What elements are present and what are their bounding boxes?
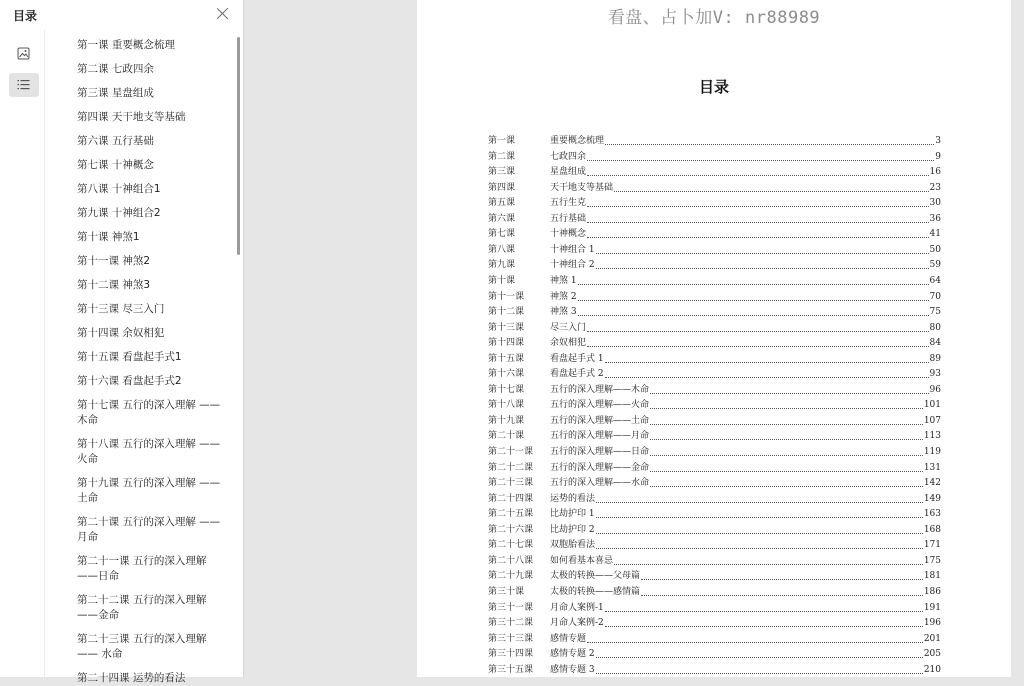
sidebar-item[interactable]: 第七课 十神概念 <box>77 159 154 171</box>
toc-entry <box>550 321 941 336</box>
list-icon <box>17 78 30 91</box>
toc-entry <box>550 445 941 460</box>
toc-title: 星盘组成 <box>550 167 587 178</box>
toc-title: 尽三入门 <box>550 322 587 333</box>
toc-title: 重要概念梳理 <box>550 136 605 146</box>
dot-leader <box>650 398 923 409</box>
toc-row[interactable] <box>488 554 941 569</box>
sidebar-scrollbar[interactable] <box>237 37 240 255</box>
sidebar-item[interactable]: 第九课 十神组合2 <box>77 207 161 219</box>
toc-title: 月命人案例-1 <box>550 602 604 613</box>
toc-lesson: 第二十课 <box>488 431 525 442</box>
toc-title: 十神概念 <box>550 229 587 240</box>
toc-title: 五行的深入理解——月命 <box>550 431 650 442</box>
toc-lesson: 第十九课 <box>488 415 525 426</box>
toc-page-number: 23 <box>929 182 941 193</box>
toc-row[interactable] <box>488 165 941 180</box>
toc-title: 如何看基本喜忌 <box>550 555 614 566</box>
toc-row[interactable] <box>488 134 941 149</box>
toc-row[interactable] <box>488 227 941 242</box>
toc-lesson: 第十三课 <box>488 322 525 333</box>
toc-title: 神煞 1 <box>550 275 577 286</box>
toc-title: 太极的转换——父母篇 <box>550 571 641 582</box>
dot-leader <box>587 632 923 643</box>
toc-title: 比劫护印 1 <box>550 509 595 520</box>
sidebar-item[interactable]: 第二十二课 五行的深入理解 ——金命 <box>77 594 207 621</box>
toc-page-number: 101 <box>923 400 941 411</box>
toc-title: 五行的深入理解——火命 <box>550 400 650 411</box>
toc-page-number: 93 <box>929 369 941 380</box>
toc-lesson: 第十二课 <box>488 307 525 318</box>
toc-row[interactable] <box>488 305 941 320</box>
toc-entry <box>550 274 941 289</box>
dot-leader <box>650 429 923 440</box>
toc-entry <box>550 290 941 305</box>
toc-lesson: 第二课 <box>488 151 516 162</box>
sidebar-rail <box>0 30 45 677</box>
dot-leader <box>596 243 929 254</box>
toc-title: 神煞 3 <box>550 307 577 318</box>
toc-entry <box>550 647 941 662</box>
dot-leader <box>596 492 923 503</box>
toc-entry <box>550 352 941 367</box>
toc-page-number: 181 <box>923 571 941 582</box>
toc-row[interactable] <box>488 150 941 165</box>
toc-lesson: 第三十三课 <box>488 633 534 644</box>
toc-page-number: 50 <box>929 244 941 255</box>
toc-row[interactable] <box>488 663 941 678</box>
toc-title: 五行的深入理解——水命 <box>550 478 650 489</box>
toc-page-number: 30 <box>929 198 941 209</box>
toc-row[interactable] <box>488 181 941 196</box>
dot-leader <box>605 601 923 612</box>
toc-page-number: 210 <box>923 664 941 675</box>
toc-lesson: 第二十七课 <box>488 540 534 551</box>
toc-entry <box>550 305 941 320</box>
toc-page-number: 113 <box>923 431 941 442</box>
toc-row[interactable] <box>488 383 941 398</box>
dot-leader <box>650 461 923 472</box>
dot-leader <box>650 476 923 487</box>
toc-title: 感情专题 2 <box>550 649 595 660</box>
toc-page-number: 96 <box>929 384 941 395</box>
dot-leader <box>578 274 929 285</box>
toc-row[interactable] <box>488 585 941 600</box>
dot-leader <box>650 445 923 456</box>
toc-entry <box>550 258 941 273</box>
toc-row[interactable] <box>488 492 941 507</box>
toc-lesson: 第十四课 <box>488 338 525 349</box>
outline-sidebar <box>0 0 244 684</box>
toc-lesson: 第二十五课 <box>488 509 534 520</box>
toc-page-number: 149 <box>923 493 941 504</box>
watermark-text: 看盘、占卜加V: nr88989 <box>607 8 821 28</box>
toc-row[interactable] <box>488 632 941 647</box>
toc-title: 运势的看法 <box>550 493 596 504</box>
toc-page-number: 70 <box>929 291 941 302</box>
toc-title: 十神组合 2 <box>550 260 595 271</box>
toc-row[interactable] <box>488 538 941 553</box>
toc-page-number: 163 <box>923 509 941 520</box>
sidebar-item[interactable]: 第十一课 神煞2 <box>77 255 151 267</box>
image-icon <box>17 47 30 60</box>
dot-leader <box>596 258 929 269</box>
toc-page-number: 16 <box>929 167 941 178</box>
toc-entry <box>550 165 941 180</box>
toc-title: 五行的深入理解——日命 <box>550 447 650 457</box>
toc-lesson: 第二十四课 <box>488 493 534 504</box>
toc-page-number: 84 <box>929 338 941 349</box>
thumbnails-button[interactable] <box>9 42 39 66</box>
toc-lesson: 第二十六课 <box>488 524 534 535</box>
toc-row[interactable] <box>488 414 941 429</box>
toc-title: 五行的深入理解——金命 <box>550 462 650 473</box>
toc-entry <box>550 383 941 398</box>
toc-page-number: 80 <box>929 322 941 333</box>
toc-page-number: 119 <box>923 447 941 457</box>
dot-leader <box>641 585 923 596</box>
toc-entry <box>550 616 941 631</box>
toc-page-number: 9 <box>935 151 941 162</box>
toc-entry <box>550 663 941 678</box>
outline-list <box>45 33 237 684</box>
toc-row[interactable] <box>488 429 941 444</box>
sidebar-item[interactable]: 第二十四课 运势的看法 <box>77 672 186 684</box>
sidebar-item[interactable]: 第十五课 看盘起手式1 <box>77 351 182 363</box>
outline-button[interactable] <box>9 73 39 97</box>
toc-row[interactable] <box>488 647 941 662</box>
toc-entry <box>550 632 941 647</box>
sidebar-item[interactable]: 第十八课 五行的深入理解 ——火命 <box>77 438 221 465</box>
toc-row[interactable] <box>488 274 941 289</box>
toc-lesson: 第九课 <box>488 260 516 271</box>
dot-leader <box>587 321 929 332</box>
toc-lesson: 第十六课 <box>488 369 525 380</box>
dot-leader <box>605 352 929 363</box>
toc-title: 看盘起手式 2 <box>550 369 604 380</box>
toc-row[interactable] <box>488 212 941 227</box>
toc-page-number: 201 <box>923 633 941 644</box>
toc-lesson: 第三十五课 <box>488 664 534 675</box>
toc-row[interactable] <box>488 258 941 273</box>
toc-lesson: 第三十一课 <box>488 602 534 613</box>
toc-title: 天干地支等基础 <box>550 182 614 193</box>
dot-leader <box>578 290 929 301</box>
dot-leader <box>596 663 923 674</box>
toc-page-number: 3 <box>935 136 941 146</box>
toc-lesson: 第八课 <box>488 244 516 255</box>
toc-lesson: 第三十四课 <box>488 649 534 660</box>
toc-entry <box>550 336 941 351</box>
dot-leader <box>605 367 929 378</box>
dot-leader <box>650 414 923 425</box>
toc-page-number: 75 <box>929 307 941 318</box>
dot-leader <box>614 181 929 192</box>
dot-leader <box>578 305 929 316</box>
toc-row[interactable] <box>488 398 941 413</box>
toc-page-number: 205 <box>923 649 941 660</box>
dot-leader <box>641 569 923 580</box>
toc-lesson: 第七课 <box>488 229 516 240</box>
sidebar-item[interactable]: 第八课 十神组合1 <box>77 183 161 195</box>
page-title: 目录 <box>698 78 729 96</box>
toc-page-number: 59 <box>929 260 941 271</box>
toc-entry <box>550 367 941 382</box>
sidebar-header <box>0 0 244 30</box>
sidebar-item[interactable]: 第十四课 余奴相犯 <box>77 327 165 339</box>
dot-leader <box>587 196 929 207</box>
toc-lesson: 第四课 <box>488 182 516 193</box>
toc-title: 余奴相犯 <box>550 338 587 349</box>
sidebar-item[interactable]: 第六课 五行基础 <box>77 135 154 147</box>
sidebar-item[interactable]: 第二十三课 五行的深入理解 —— 水命 <box>77 633 207 660</box>
sidebar-title: 目录 <box>13 9 38 23</box>
sidebar-item[interactable]: 第十三课 尽三入门 <box>77 303 165 315</box>
document-page <box>417 0 1011 677</box>
toc-lesson: 第十五课 <box>488 353 525 364</box>
toc-entry <box>550 398 941 413</box>
toc-lesson: 第二十八课 <box>488 555 534 566</box>
sidebar-item[interactable]: 第四课 天干地支等基础 <box>77 111 186 123</box>
toc-entry <box>550 585 941 600</box>
toc-page-number: 64 <box>929 275 941 286</box>
toc-page-number: 107 <box>923 415 941 426</box>
toc-title: 太极的转换——感情篇 <box>550 586 641 597</box>
toc-row[interactable] <box>488 601 941 616</box>
toc-entry <box>550 538 941 553</box>
dot-leader <box>605 616 923 627</box>
sidebar-item[interactable]: 第二十一课 五行的深入理解 ——日命 <box>77 555 207 582</box>
toc-lesson: 第一课 <box>488 136 516 146</box>
sidebar-item[interactable]: 第十二课 神煞3 <box>77 279 151 291</box>
toc-title: 感情专题 3 <box>550 664 595 675</box>
toc-lesson: 第十七课 <box>488 384 525 395</box>
toc-entry <box>550 227 941 242</box>
toc-lesson: 第六课 <box>488 213 516 224</box>
dot-leader <box>596 523 923 534</box>
toc-entry <box>550 181 941 196</box>
toc-row[interactable] <box>488 616 941 631</box>
toc-page-number: 168 <box>923 524 941 535</box>
toc-title: 五行生克 <box>550 198 587 209</box>
toc-title: 月命人案例-2 <box>550 618 604 629</box>
toc-lesson: 第十课 <box>488 275 516 286</box>
toc-row[interactable] <box>488 196 941 211</box>
toc-entry <box>550 212 941 227</box>
toc-entry <box>550 414 941 429</box>
sidebar-item[interactable]: 第十课 神煞1 <box>77 231 140 243</box>
toc-row[interactable] <box>488 445 941 460</box>
toc-lesson: 第五课 <box>488 198 516 209</box>
sidebar-item[interactable]: 第一课 重要概念梳理 <box>77 39 175 51</box>
sidebar-item[interactable]: 第三课 星盘组成 <box>77 87 154 99</box>
toc-page-number: 171 <box>923 540 941 551</box>
toc-page-number: 89 <box>929 353 941 364</box>
close-icon[interactable] <box>214 5 232 23</box>
toc-title: 十神组合 1 <box>550 244 595 255</box>
toc-lesson: 第二十九课 <box>488 571 534 582</box>
toc-row[interactable] <box>488 352 941 367</box>
toc-row[interactable] <box>488 243 941 258</box>
dot-leader <box>587 227 929 238</box>
toc-page-number: 36 <box>929 213 941 224</box>
toc-lesson: 第二十三课 <box>488 478 534 489</box>
toc-title: 看盘起手式 1 <box>550 353 604 364</box>
dot-leader <box>596 538 923 549</box>
toc-lesson: 第二十一课 <box>488 447 534 457</box>
toc-entry <box>550 134 941 149</box>
toc-entry <box>550 461 941 476</box>
toc-row[interactable] <box>488 290 941 305</box>
toc-entry <box>550 476 941 491</box>
toc-page-number: 142 <box>923 478 941 489</box>
toc-page-number: 186 <box>923 586 941 597</box>
toc-entry <box>550 601 941 616</box>
dot-leader <box>605 134 934 145</box>
sidebar-item[interactable]: 第十六课 看盘起手式2 <box>77 375 182 387</box>
toc-row[interactable] <box>488 367 941 382</box>
toc-row[interactable] <box>488 321 941 336</box>
toc-entry <box>550 243 941 258</box>
toc-entry <box>550 196 941 211</box>
toc-page-number: 175 <box>923 555 941 566</box>
sidebar-item[interactable]: 第十七课 五行的深入理解 ——木命 <box>77 399 221 426</box>
dot-leader <box>587 212 929 223</box>
toc-row[interactable] <box>488 523 941 538</box>
toc-row[interactable] <box>488 336 941 351</box>
toc-lesson: 第三课 <box>488 167 516 178</box>
toc-entry <box>550 523 941 538</box>
toc-row[interactable] <box>488 476 941 491</box>
toc-entry <box>550 569 941 584</box>
toc-entry <box>550 554 941 569</box>
dot-leader <box>614 554 923 565</box>
toc-title: 七政四余 <box>550 151 587 162</box>
toc-title: 比劫护印 2 <box>550 524 595 535</box>
toc-entry <box>550 492 941 507</box>
toc-entry <box>550 150 941 165</box>
toc-lesson: 第三十课 <box>488 586 525 597</box>
toc-title: 五行基础 <box>550 213 587 224</box>
toc-entry <box>550 507 941 522</box>
dot-leader <box>587 150 934 161</box>
sidebar-item[interactable]: 第二十课 五行的深入理解 ——月命 <box>77 516 221 543</box>
toc-page-number: 191 <box>923 602 941 613</box>
sidebar-item[interactable]: 第二课 七政四余 <box>77 63 154 75</box>
toc-lesson: 第十八课 <box>488 400 525 411</box>
toc-title: 五行的深入理解——木命 <box>550 384 650 395</box>
toc-page-number: 131 <box>923 462 941 473</box>
toc-title: 神煞 2 <box>550 291 577 302</box>
toc-page-number: 41 <box>929 229 941 240</box>
dot-leader <box>587 336 929 347</box>
toc-lesson: 第三十二课 <box>488 618 534 629</box>
toc-lesson: 第二十二课 <box>488 462 534 473</box>
dot-leader <box>587 165 929 176</box>
dot-leader <box>650 383 929 394</box>
toc-row[interactable] <box>488 507 941 522</box>
toc-title: 感情专题 <box>550 633 587 644</box>
toc-page-number: 196 <box>923 618 941 629</box>
dot-leader <box>596 507 923 518</box>
toc-row[interactable] <box>488 461 941 476</box>
toc-entry <box>550 429 941 444</box>
toc-title: 五行的深入理解——土命 <box>550 415 650 426</box>
toc-title: 双胞胎看法 <box>550 540 596 551</box>
dot-leader <box>596 647 923 658</box>
toc-lesson: 第十一课 <box>488 291 525 302</box>
sidebar-item[interactable]: 第十九课 五行的深入理解 ——土命 <box>77 477 221 504</box>
toc-row[interactable] <box>488 569 941 584</box>
